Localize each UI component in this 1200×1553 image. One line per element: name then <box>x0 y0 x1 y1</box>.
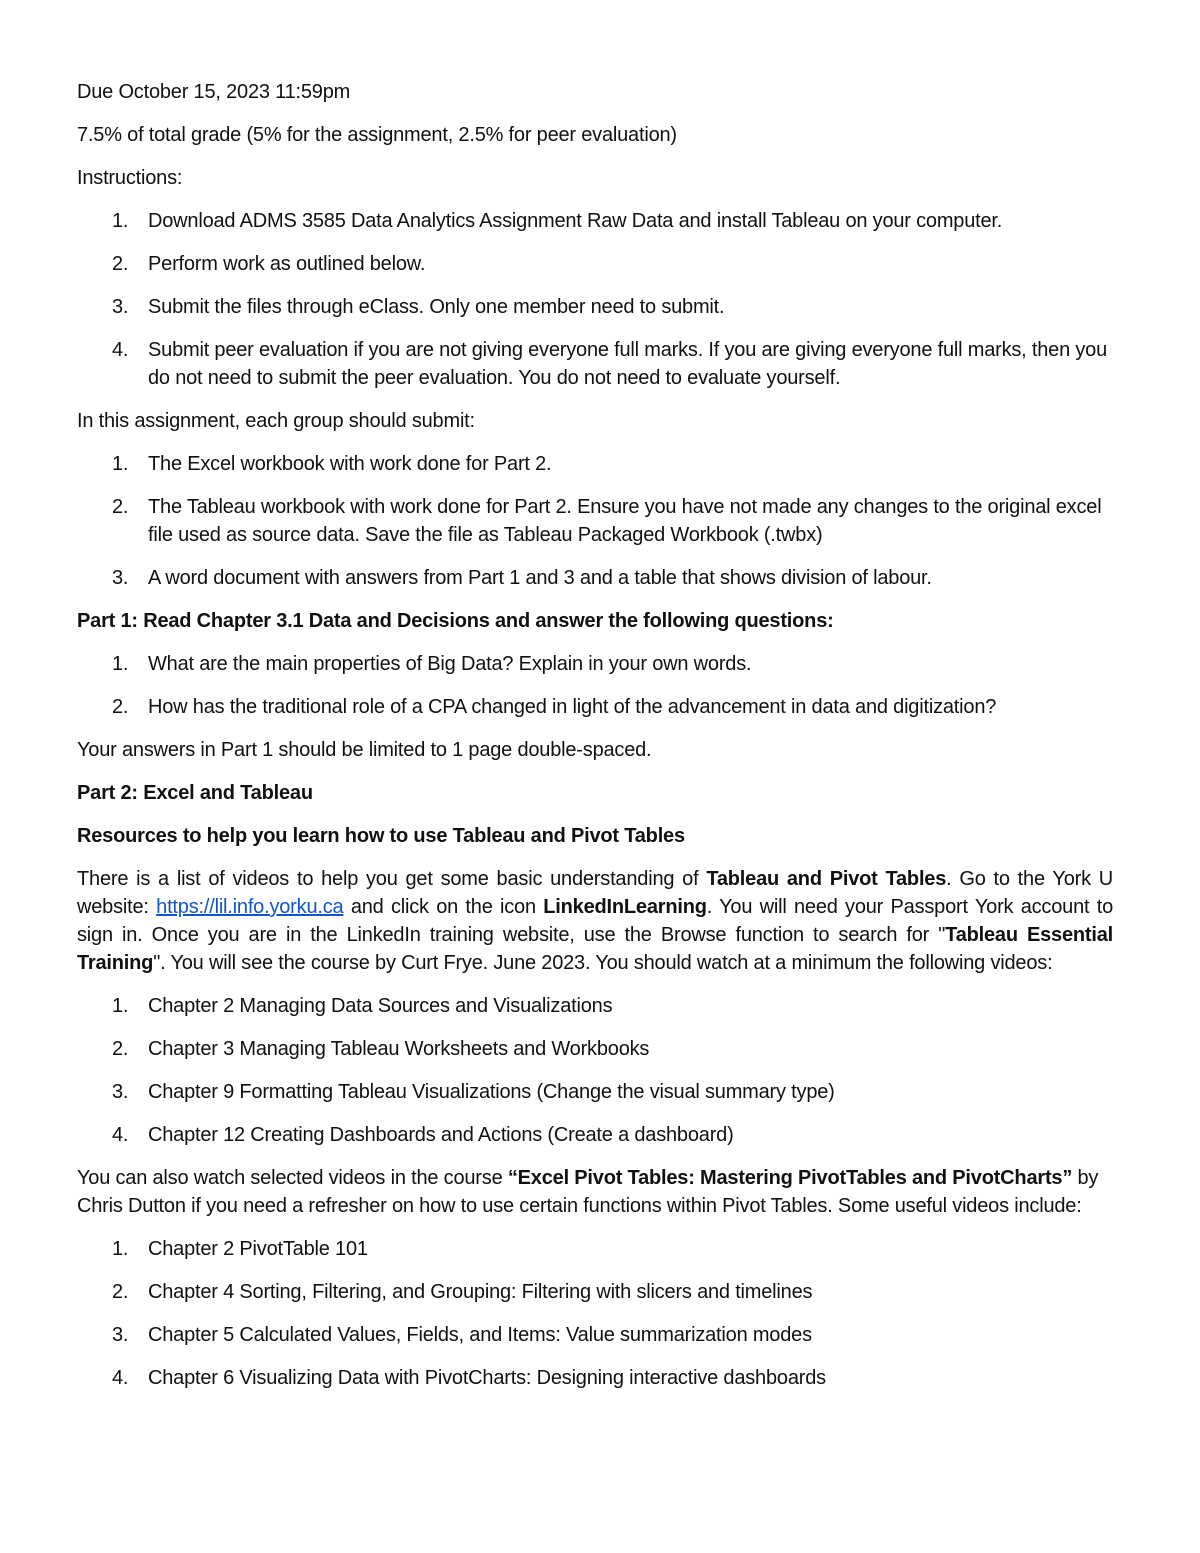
list-item <box>77 564 1113 592</box>
bold-text: Tableau Essential Training <box>77 924 1113 974</box>
list-item <box>77 1121 1113 1149</box>
part2-heading: Part 2: Excel and Tableau <box>77 782 313 804</box>
list-item <box>77 693 1113 721</box>
list-number: 1. <box>112 1238 129 1260</box>
bold-text: Tableau and Pivot Tables <box>706 868 947 890</box>
resources-heading: Resources to help you learn how to use Tableau and Pivot Tables <box>77 825 685 847</box>
submit-list <box>77 450 1113 592</box>
list-item <box>77 336 1113 392</box>
list-number: 3. <box>112 1081 129 1103</box>
part1-heading: Part 1: Read Chapter 3.1 Data and Decisions and answer the following questions: <box>77 610 834 632</box>
list-text: Chapter 5 Calculated Values, Fields, and Items: Value summarization modes <box>148 1324 812 1346</box>
list-text: The Excel workbook with work done for Part 2. <box>148 453 552 475</box>
list-text: Perform work as outlined below. <box>148 253 426 275</box>
list-item <box>77 1078 1113 1106</box>
instructions-label: Instructions: <box>77 167 183 189</box>
list-number: 3. <box>112 567 129 589</box>
list-number: 2. <box>112 253 129 275</box>
list-number: 2. <box>112 1281 129 1303</box>
list-number: 1. <box>112 653 129 675</box>
list-text: What are the main properties of Big Data? Explain in your own words. <box>148 653 752 675</box>
tableau-videos-list <box>77 992 1113 1149</box>
list-text: Chapter 2 PivotTable 101 <box>148 1238 368 1260</box>
list-item <box>77 493 1113 549</box>
list-text: Submit the files through eClass. Only one member need to submit. <box>148 296 725 318</box>
list-item <box>77 992 1113 1020</box>
list-text: Download ADMS 3585 Data Analytics Assignment Raw Data and install Tableau on your computer. <box>148 210 1003 232</box>
submit-label: In this assignment, each group should submit: <box>77 410 475 432</box>
list-text: Chapter 4 Sorting, Filtering, and Grouping: Filtering with slicers and timelines <box>148 1281 813 1303</box>
list-number: 2. <box>112 1038 129 1060</box>
list-item <box>77 1321 1113 1349</box>
due-date: Due October 15, 2023 11:59pm <box>77 81 351 103</box>
part1-note: Your answers in Part 1 should be limited to 1 page double-spaced. <box>77 739 652 761</box>
list-item <box>77 1278 1113 1306</box>
list-number: 4. <box>112 1124 129 1146</box>
list-text: The Tableau workbook with work done for Part 2. Ensure you have not made any changes to the original excel file used as source data. Save the file as Tableau Packaged Workbook (.twbx) <box>148 496 1102 546</box>
list-item <box>77 1364 1113 1392</box>
resources-paragraph: There is a list of videos to help you get some basic understanding of Tableau and Pivot Tables. Go to the York U website: https://lil.info.yorku.ca and click on the icon LinkedInLearning. You will need your Passport York account to sign in. Once you are in the LinkedIn training website, use the Browse function to search for "Tableau Essential Training". You will see the course by Curt Frye. June 2023. You should watch at a minimum the following videos: <box>77 868 1113 974</box>
list-item <box>77 1035 1113 1063</box>
bold-text: “Excel Pivot Tables: Mastering PivotTables and PivotCharts” <box>507 1167 1073 1189</box>
list-item <box>77 207 1113 235</box>
list-text: Chapter 12 Creating Dashboards and Actions (Create a dashboard) <box>148 1124 734 1146</box>
list-number: 3. <box>112 296 129 318</box>
list-number: 2. <box>112 696 129 718</box>
linkedin-learning-link[interactable]: https://lil.info.yorku.ca <box>156 896 344 918</box>
part1-questions <box>77 650 1113 721</box>
list-text: A word document with answers from Part 1 and 3 and a table that shows division of labour. <box>148 567 932 589</box>
bold-text: LinkedInLearning <box>543 896 707 918</box>
list-text: Chapter 2 Managing Data Sources and Visualizations <box>148 995 613 1017</box>
list-number: 1. <box>112 210 129 232</box>
list-text: Chapter 6 Visualizing Data with PivotCharts: Designing interactive dashboards <box>148 1367 826 1389</box>
list-number: 1. <box>112 995 129 1017</box>
list-text: How has the traditional role of a CPA changed in light of the advancement in data and digitization? <box>148 696 997 718</box>
excel-paragraph: You can also watch selected videos in the course “Excel Pivot Tables: Mastering PivotTables and PivotCharts” by Chris Dutton if you need a refresher on how to use certain functions within Pivot Tables. Some useful videos include: <box>77 1167 1099 1217</box>
list-item <box>77 293 1113 321</box>
list-item <box>77 1235 1113 1263</box>
list-item <box>77 450 1113 478</box>
list-text: Chapter 3 Managing Tableau Worksheets and Workbooks <box>148 1038 650 1060</box>
excel-videos-list <box>77 1235 1113 1392</box>
list-number: 1. <box>112 453 129 475</box>
list-number: 2. <box>112 496 129 518</box>
list-text: Submit peer evaluation if you are not giving everyone full marks. If you are giving everyone full marks, then you do not need to submit the peer evaluation. You do not need to evaluate yourself. <box>148 339 1108 389</box>
grade-weight: 7.5% of total grade (5% for the assignment, 2.5% for peer evaluation) <box>77 124 677 146</box>
list-text: Chapter 9 Formatting Tableau Visualizations (Change the visual summary type) <box>148 1081 835 1103</box>
list-number: 4. <box>112 339 129 361</box>
instructions-list <box>77 207 1113 392</box>
document-page <box>77 78 1113 1407</box>
list-number: 3. <box>112 1324 129 1346</box>
list-item <box>77 650 1113 678</box>
list-item <box>77 250 1113 278</box>
list-number: 4. <box>112 1367 129 1389</box>
